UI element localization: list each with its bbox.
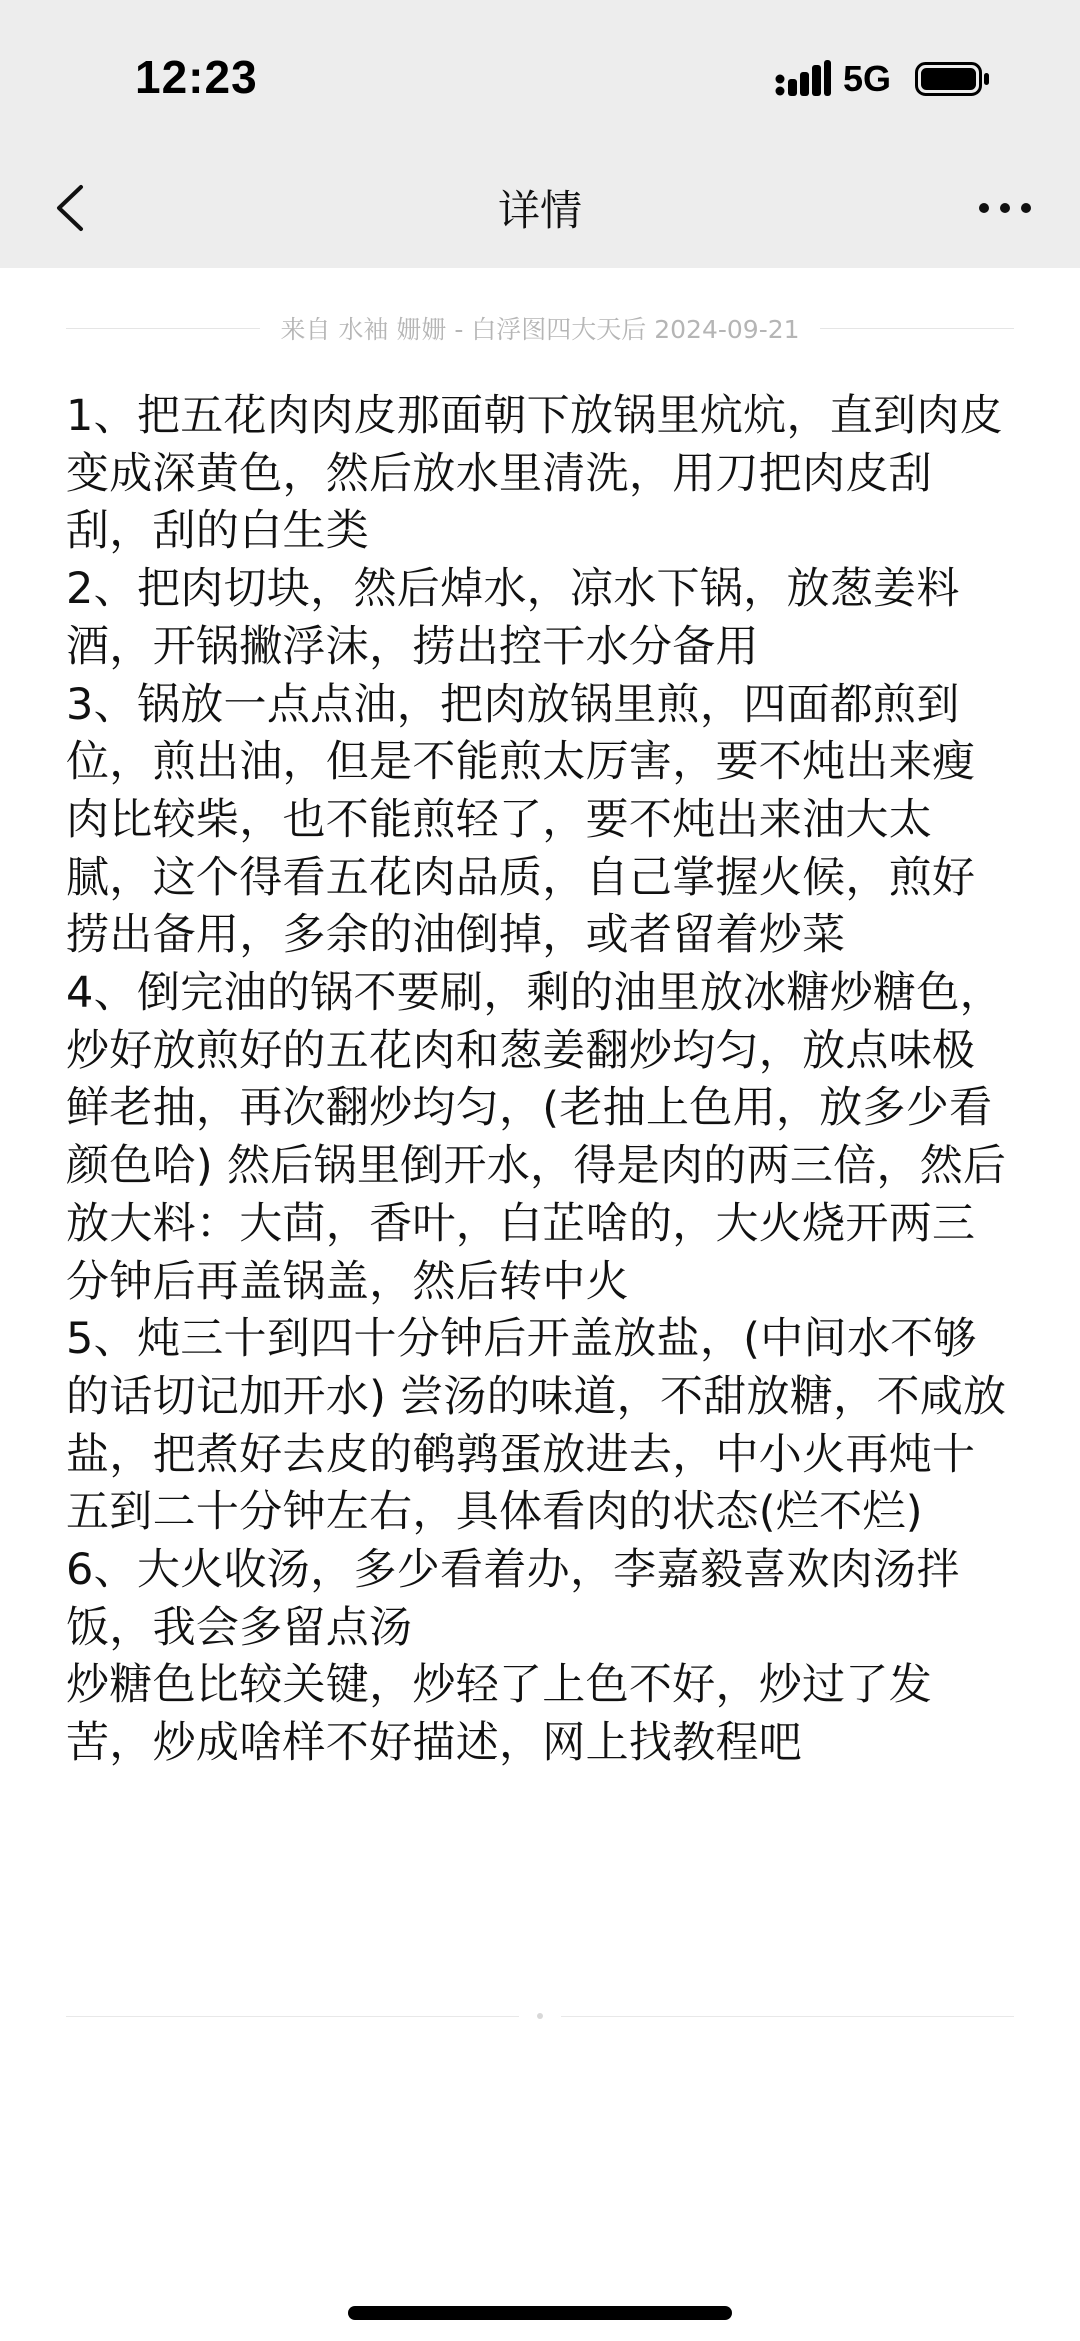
end-dot [537, 2013, 543, 2019]
paragraph-1: 1、把五花肉肉皮那面朝下放锅里炕炕，直到肉皮变成深黄色，然后放水里清洗，用刀把肉皮刮刮，刮的白生类 [66, 391, 1003, 557]
paragraph-3: 3、锅放一点点油，把肉放锅里煎，四面都煎到位，煎出油，但是不能煎太厉害，要不炖出来瘦肉比较柴，也不能煎轻了，要不炖出来油大太腻，这个得看五花肉品质，自己掌握火候，煎好捞出备用，多余的油倒掉，或者留着炒菜 [66, 679, 976, 961]
paragraph-5: 5、炖三十到四十分钟后开盖放盐，(中间水不够的话切记加开水) 尝汤的味道，不甜放糖，不咸放盐，把煮好去皮的鹌鹑蛋放进去，中小火再炖十五到二十分钟左右，具体看肉的状态(烂不烂) [66, 1314, 1007, 1538]
article-end-divider [66, 2006, 1014, 2026]
page-title: 详情 [497, 186, 582, 235]
home-indicator[interactable] [348, 2306, 732, 2320]
paragraph-7: 炒糖色比较关键，炒轻了上色不好，炒过了发苦，炒成啥样不好描述，网上找教程吧 [66, 1660, 932, 1769]
status-bar [0, 0, 1080, 150]
header-area [0, 0, 1080, 268]
paragraph-6: 6、大火收汤，多少看着办，李嘉毅喜欢肉汤拌饭，我会多留点汤 [66, 1545, 960, 1653]
status-time: 12:23 [135, 51, 258, 103]
nav-bar [0, 150, 1080, 268]
article-body [66, 388, 1016, 1773]
network-type: 5G [843, 58, 892, 99]
signal-icon [775, 60, 831, 98]
battery-icon [915, 60, 991, 98]
paragraph-2: 2、把肉切块，然后焯水，凉水下锅，放葱姜料酒，开锅撇浮沫，捞出控干水分备用 [66, 564, 960, 672]
divider [66, 2016, 519, 2017]
divider [820, 328, 1014, 329]
more-button[interactable] [960, 168, 1050, 248]
paragraph-4: 4、倒完油的锅不要刷，剩的油里放冰糖炒糖色，炒好放煎好的五花肉和葱姜翻炒均匀，放点味极鲜老抽，再次翻炒均匀，(老抽上色用，放多少看颜色哈) 然后锅里倒开水，得是肉的两三倍，然后放大料：大茴，香叶，白芷啥的，大火烧开两三分钟后再盖锅盖，然后转中火 [66, 968, 1007, 1307]
divider [66, 328, 260, 329]
divider [561, 2016, 1014, 2017]
article-source [66, 308, 1014, 348]
source-text: 来自 水袖 姗姗 - 白浮图四大天后 2024-09-21 [280, 315, 800, 344]
more-horizontal-icon [977, 201, 1033, 215]
